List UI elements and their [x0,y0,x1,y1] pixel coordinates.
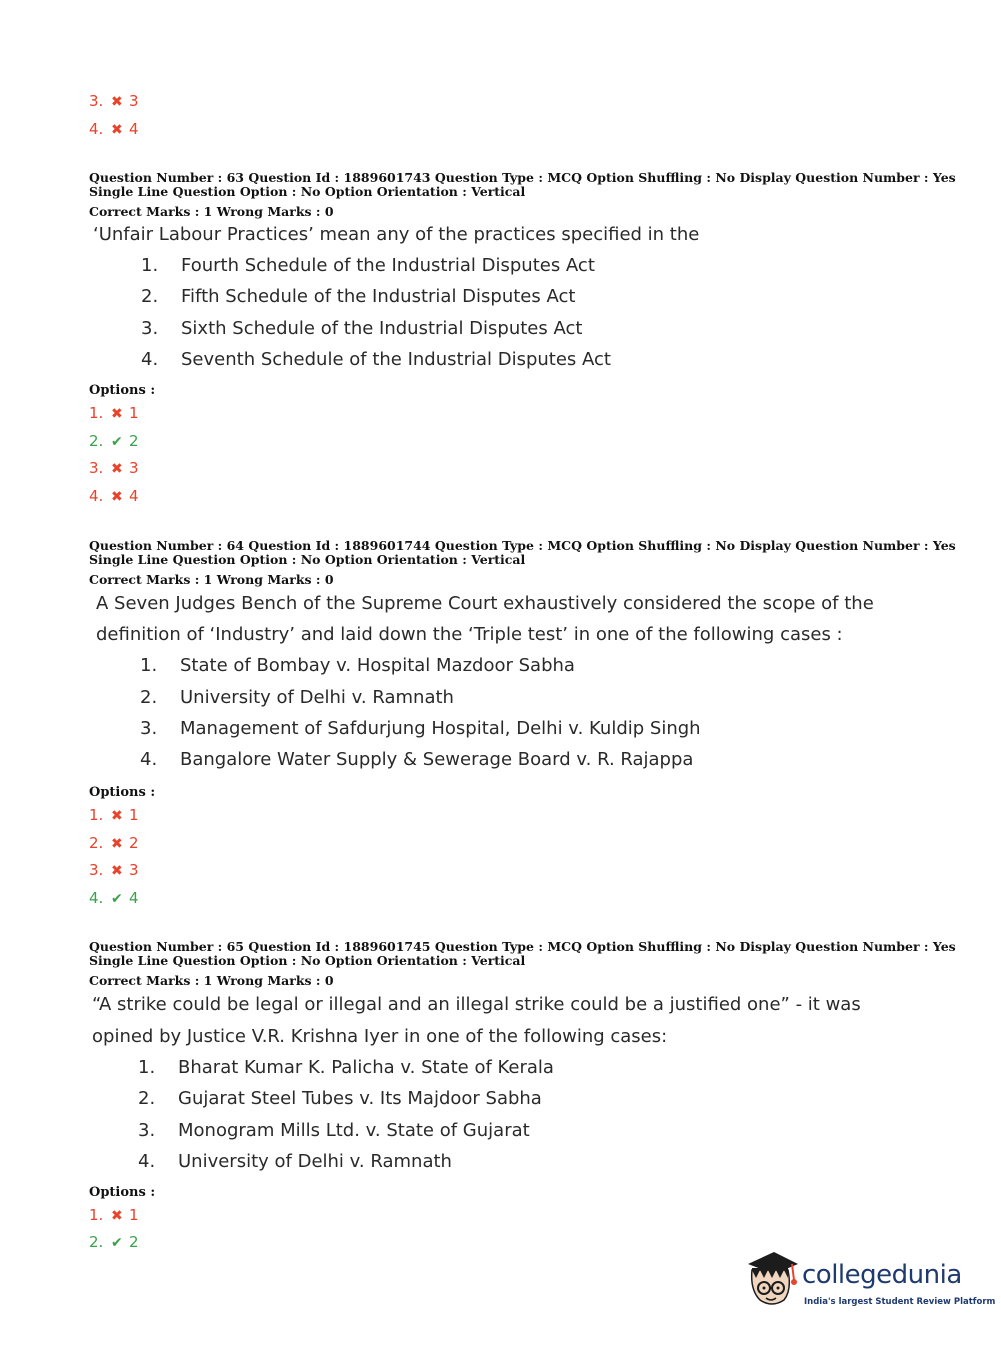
answer-choice: 1. State of Bombay v. Hospital Mazdoor Sabha [140,655,575,676]
option-row: 4. ✔ 4 [89,889,139,907]
logo-wordmark: collegedunia [802,1260,962,1290]
question-text: definition of ‘Industry’ and laid down the ‘Triple test’ in one of the following cases : [96,624,843,645]
question-text: A Seven Judges Bench of the Supreme Court exhaustively considered the scope of the [96,593,874,614]
option-value: 4 [129,120,139,138]
mascot-icon [742,1250,802,1312]
answer-choice: 3. Monogram Mills Ltd. v. State of Gujarat [138,1120,530,1141]
answer-choice: 2. Fifth Schedule of the Industrial Disputes Act [141,286,576,307]
answer-choice: 4. Bangalore Water Supply & Sewerage Board v. R. Rajappa [140,749,694,770]
cross-icon: ✖ [111,1208,123,1224]
option-row: 3. ✖ 3 [89,459,139,477]
option-value: 3 [129,92,139,110]
answer-choice: 3. Management of Safdurjung Hospital, Delhi v. Kuldip Singh [140,718,701,739]
option-number: 4. [89,120,104,138]
check-icon: ✔ [111,891,123,907]
cross-icon: ✖ [111,808,123,824]
option-row: 4. ✖ 4 [89,487,139,505]
answer-choice: 3. Sixth Schedule of the Industrial Disputes Act [141,318,583,339]
cross-icon: ✖ [111,836,123,852]
question-meta-line: Question Number : 64 Question Id : 1889601744 Question Type : MCQ Option Shuffling : No Display Question Number : Yes [89,538,956,553]
options-label: Options : [89,785,156,800]
option-row [89,119,139,139]
check-icon: ✔ [111,434,123,450]
cross-icon: ✖ [111,122,123,138]
answer-choice: 4. University of Delhi v. Ramnath [138,1151,452,1172]
cross-icon: ✖ [111,489,123,505]
answer-choice: 4. Seventh Schedule of the Industrial Disputes Act [141,349,611,370]
option-row: 1. ✖ 1 [89,404,139,422]
option-row: 2. ✖ 2 [89,834,139,852]
question-marks: Correct Marks : 1 Wrong Marks : 0 [89,204,334,219]
answer-choice: 2. University of Delhi v. Ramnath [140,687,454,708]
cross-icon: ✖ [111,406,123,422]
check-icon: ✔ [111,1235,123,1251]
answer-choice: 1. Fourth Schedule of the Industrial Disputes Act [141,255,595,276]
question-meta-line: Single Line Question Option : No Option Orientation : Vertical [89,953,526,968]
question-meta-line: Question Number : 65 Question Id : 1889601745 Question Type : MCQ Option Shuffling : No Display Question Number : Yes [89,939,956,954]
collegedunia-logo [742,1250,996,1312]
logo-tagline: India's largest Student Review Platform [804,1297,996,1307]
answer-choice: 2. Gujarat Steel Tubes v. Its Majdoor Sabha [138,1088,542,1109]
answer-choice: 1. Bharat Kumar K. Palicha v. State of Kerala [138,1057,554,1078]
option-row: 3. ✖ 3 [89,861,139,879]
question-text: ‘Unfair Labour Practices’ mean any of the practices specified in the [93,224,700,245]
question-meta-line: Question Number : 63 Question Id : 1889601743 Question Type : MCQ Option Shuffling : No Display Question Number : Yes [89,170,956,185]
option-row: 2. ✔ 2 [89,1233,139,1251]
cross-icon: ✖ [111,863,123,879]
option-row: 1. ✖ 1 [89,806,139,824]
question-marks: Correct Marks : 1 Wrong Marks : 0 [89,973,334,988]
question-meta-line: Single Line Question Option : No Option Orientation : Vertical [89,552,526,567]
option-number: 3. [89,92,104,110]
cross-icon: ✖ [111,94,123,110]
question-meta-line: Single Line Question Option : No Option Orientation : Vertical [89,184,526,199]
question-marks: Correct Marks : 1 Wrong Marks : 0 [89,572,334,587]
option-row [89,91,139,111]
option-row: 1. ✖ 1 [89,1206,139,1224]
option-row: 2. ✔ 2 [89,432,139,450]
options-label: Options : [89,383,156,398]
options-label: Options : [89,1185,156,1200]
question-text: opined by Justice V.R. Krishna Iyer in one of the following cases: [92,1026,668,1047]
cross-icon: ✖ [111,461,123,477]
question-text: “A strike could be legal or illegal and an illegal strike could be a justified one” - it was [92,994,861,1015]
